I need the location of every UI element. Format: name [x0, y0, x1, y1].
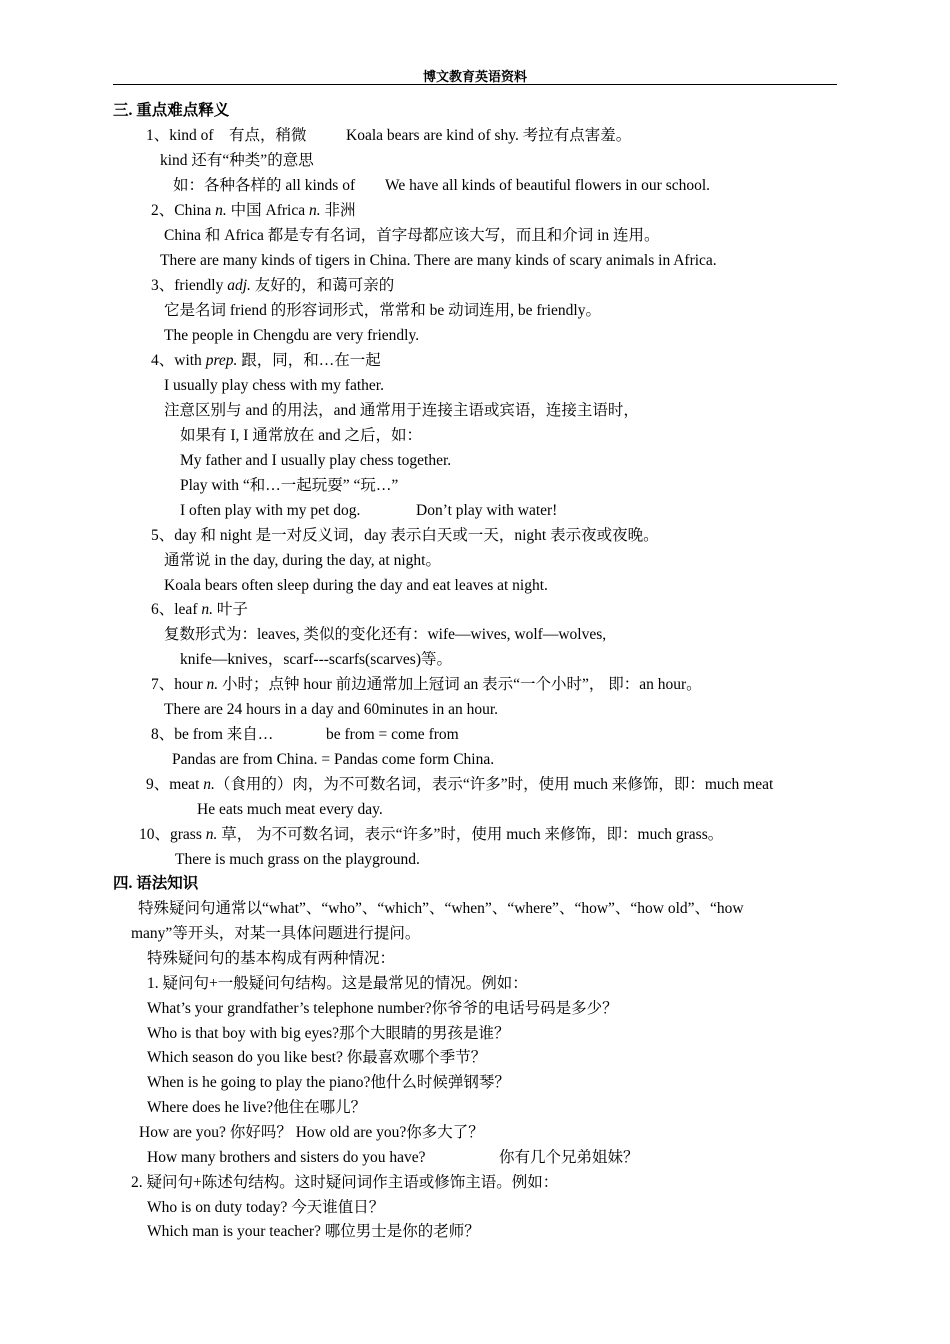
item-5-note: 通常说 in the day, during the day, at night。 — [164, 552, 441, 569]
item-5-example: Koala bears often sleep during the day and eat leaves at night. — [164, 577, 548, 594]
grammar-type-2: 2. 疑问句+陈述句结构。这时疑问词作主语或修饰主语。例如： — [131, 1174, 559, 1191]
grammar-intro-3: 特殊疑问句的基本构成有两种情况： — [147, 950, 396, 967]
item-8-term: 8、be from 来自… — [151, 726, 274, 743]
item-4-example-3a: I often play with my pet dog. — [180, 502, 361, 519]
item-7-example: There are 24 hours in a day and 60minutes in an hour. — [164, 701, 499, 718]
grammar-example-5: Where does he live?他住在哪儿？ — [147, 1099, 367, 1116]
grammar-example-6: How are you? 你好吗？ How old are you?你多大了？ — [139, 1124, 484, 1141]
item-4-note-2: 如果有 I, I 通常放在 and 之后，如： — [180, 427, 422, 444]
item-1-definition: 有点，稍微 — [229, 127, 307, 144]
item-4-example-3b: Don’t play with water! — [416, 502, 558, 519]
section-4-title: 四. 语法知识 — [113, 875, 199, 892]
page-header: 博文教育英语资料 — [422, 69, 527, 84]
item-3-note: 它是名词 friend 的形容词形式，常常和 be 动词连用, be friendly。 — [164, 302, 601, 319]
item-9-example: He eats much meat every day. — [197, 801, 383, 818]
grammar-example-4: When is he going to play the piano?他什么时候弹钢琴？ — [147, 1074, 510, 1091]
item-9-term: 9、meat n.（食用的）肉，为不可数名词，表示“许多”时，使用 much 来修饰，即：much meat — [146, 776, 774, 793]
item-1-note: kind 还有“种类”的意思 — [160, 152, 314, 169]
item-7-term: 7、hour n. 小时；点钟 hour 前边通常加上冠词 an 表示“一个小时”， 即：an hour。 — [151, 676, 702, 693]
item-2-example: There are many kinds of tigers in China. There are many kinds of scary animals in Africa. — [160, 252, 717, 269]
item-10-example: There is much grass on the playground. — [175, 851, 420, 868]
grammar-example-1: What’s your grandfather’s telephone number?你爷爷的电话号码是多少？ — [147, 1000, 618, 1017]
item-5-term: 5、day 和 night 是一对反义词，day 表示白天或一天，night 表示夜或夜晚。 — [151, 527, 659, 544]
grammar-type-1: 1. 疑问句+一般疑问句结构。这是最常见的情况。例如： — [147, 975, 528, 992]
item-1-term: 1、kind of — [146, 127, 214, 144]
item-1-example: Koala bears are kind of shy. 考拉有点害羞。 — [346, 127, 632, 144]
item-6-note-2: knife—knives，scarf---scarfs(scarves)等。 — [180, 651, 452, 668]
grammar-example-7a: How many brothers and sisters do you have? — [147, 1149, 426, 1166]
item-10-term: 10、grass n. 草， 为不可数名词，表示“许多”时，使用 much 来修饰，即：much grass。 — [139, 826, 724, 843]
grammar-example-7b: 你有几个兄弟姐妹？ — [499, 1149, 639, 1166]
item-2-note: China 和 Africa 都是专有名词，首字母都应该大写，而且和介词 in 连用。 — [164, 227, 660, 244]
grammar-example-8: Who is on duty today? 今天谁值日？ — [147, 1199, 385, 1216]
section-3-title: 三. 重点难点释义 — [113, 102, 230, 119]
grammar-example-2: Who is that boy with big eyes?那个大眼睛的男孩是谁？ — [147, 1025, 510, 1042]
item-8-example: Pandas are from China. = Pandas come form China. — [172, 751, 495, 768]
item-4-example-2: My father and I usually play chess together. — [180, 452, 452, 469]
item-4-example: I usually play chess with my father. — [164, 377, 384, 394]
header-divider — [113, 84, 837, 85]
item-2-term: 2、China n. 中国 Africa n. 非洲 — [151, 202, 356, 219]
grammar-intro-2: many”等开头，对某一具体问题进行提问。 — [131, 925, 421, 942]
item-6-term: 6、leaf n. 叶子 — [151, 601, 248, 618]
item-4-note-3: Play with “和…一起玩耍” “玩…” — [180, 477, 399, 494]
grammar-example-9: Which man is your teacher? 哪位男士是你的老师？ — [147, 1223, 480, 1240]
item-4-note: 注意区别与 and 的用法，and 通常用于连接主语或宾语，连接主语时， — [164, 402, 639, 419]
item-4-term: 4、with prep. 跟，同，和…在一起 — [151, 352, 381, 369]
item-1-example-2b: We have all kinds of beautiful flowers in our school. — [385, 177, 711, 194]
item-8-equivalent: be from = come from — [326, 726, 459, 743]
item-3-term: 3、friendly adj. 友好的，和蔼可亲的 — [151, 277, 395, 294]
item-6-note: 复数形式为：leaves, 类似的变化还有：wife—wives, wolf—wolves, — [164, 626, 607, 643]
grammar-intro-1: 特殊疑问句通常以“what”、“who”、“which”、“when”、“where”、“how”、“how old”、“how — [138, 900, 744, 917]
grammar-example-3: Which season do you like best? 你最喜欢哪个季节？ — [147, 1049, 487, 1066]
item-3-example: The people in Chengdu are very friendly. — [164, 327, 420, 344]
item-1-example-2a: 如：各种各样的 all kinds of — [173, 177, 356, 194]
